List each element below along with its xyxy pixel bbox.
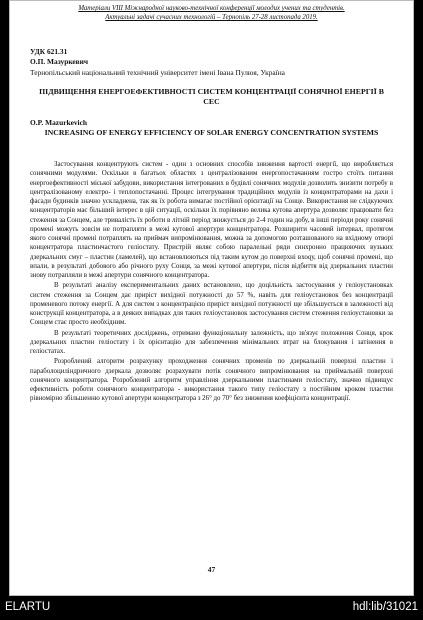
paragraph: Застосування концентрують систем - один з основних способів зниження вартості енергії, що виробляється сонячними модулями. Оскільки в багатьох областях з централізованим енергопостачанням гостро стоїть питання енергоефективності міської забудови, використання інтегрованих в будівлі сонячних модулів дозволить знизити потребу в централізованому електро- і теплопостачанні. Процес інтегрування традиційних модулів із концентраторами на дахи і фасади будинків значно ускладнена, так як їх робота вимагає постійної орієнтації на Сонце. Використання не слідкуючих концентраторів має більший інтерес в цій ситуації, оскільки їх порівняно велика кутова апертура дозволяє працювати без стеження за Сонцем, але тривалість їх роботи в літній період знижується до 2-4 годин на добу, в інші періоди року сонячні промені можуть зовсім не потрапляти в межі кутової апертури концентратора. Розширити часовий інтервал, протягом якого сонячні промені потраплять на приймач випромінювання, можна за допомогою розташованого на вхідному отворі концентратора пластинчастого геліостату. Пристрій являє собою паралельні ряди синхронно працюючих вузьких дзеркальних смуг – пластин (ламелей), що встановлюються під таким кутом до поверхні вхоqу, щоб сонячні промені, що впали, в результаті добового або річного руху Сонця, за межі кутової апертури, після відбиття від дзеркальних пластин знову потрапляли в межі апертури сонячного концентратора. (30, 161, 393, 279)
article-body (30, 160, 393, 405)
page-number: 47 (207, 565, 216, 574)
header-line-2: Актуальні задачі сучасних технологій – Тернопіль 27-28 листопада 2019. (105, 14, 318, 21)
title-english: INCREASING OF ENERGY EFFICIENCY OF SOLAR ENERGY CONCENTRATION SYSTEMS (44, 128, 379, 137)
udk-code: УДК 621.31 (30, 47, 68, 56)
author-ua: О.П. Мазуркевич (30, 57, 89, 66)
paragraph: Розроблений алгоритм розрахунку проходження сонячних променів по дзеркальній поверхні пластин і параболоциліндричного дзеркала дозволяє розрахувати потік сонячного випромінювання на приймальній поверхні сонячного концентратора. Розроблений алгоритм управління дзеркальними пластинами геліостату, значно підвищує ефективність роботи сонячного концентратора - використання такого типу геліостату з постійним кроком пластин рівномірно збільшенню кутової апертури концентратора з 26° до 70° без зниження коефіцієнта концентрації. (30, 358, 393, 403)
running-header (20, 4, 403, 22)
header-line-1: Матеріали VIII Міжнародної науково-технічної конференції молодих учених та студентів. (78, 5, 345, 12)
handle-link[interactable]: hdl:lib/31021 (352, 601, 418, 613)
document-page (9, 0, 414, 596)
author-en: O.P. Mazurkevich (30, 118, 87, 127)
viewer-footer-bar (0, 596, 423, 620)
title-ukrainian: ПІДВИЩЕННЯ ЕНЕРГОЕФЕКТИВНОСТІ СИСТЕМ КОНЦЕНТРАЦІЇ СОНЯЧНОЇ ЕНЕРГІЇ В СЕС (39, 87, 384, 106)
paragraph: В результаті аналізу експериментальних даних встановлено, що доцільність застосування у геліоустановках систем стеження за Сонцем дає приріст вихідної потужності до 57 %, навіть для геліоустановок без концентрації променевого потоку енергії. А для систем з концентрацією приріст вихідної потужності ще збільшується в залежності від конструкції концентратора, а в деяких випадках для таких геліоустановок застосування систем стеження геліоустановки за Сонцем стає просто необхідним. (30, 282, 393, 327)
paragraph: В результаті теоретичних досліджень, отримано функціональну залежність, що зв'язує положення Сонця, крок дзеркальних пластин геліостату і їх орієнтацію для забезпечення мінімальних втрат на блокування і затінення в геліостатах. (30, 329, 393, 355)
affiliation: Тернопільський національний технічний університет імені Івана Пулюя, Україна (30, 68, 285, 77)
repository-name: ELARTU (5, 601, 51, 613)
